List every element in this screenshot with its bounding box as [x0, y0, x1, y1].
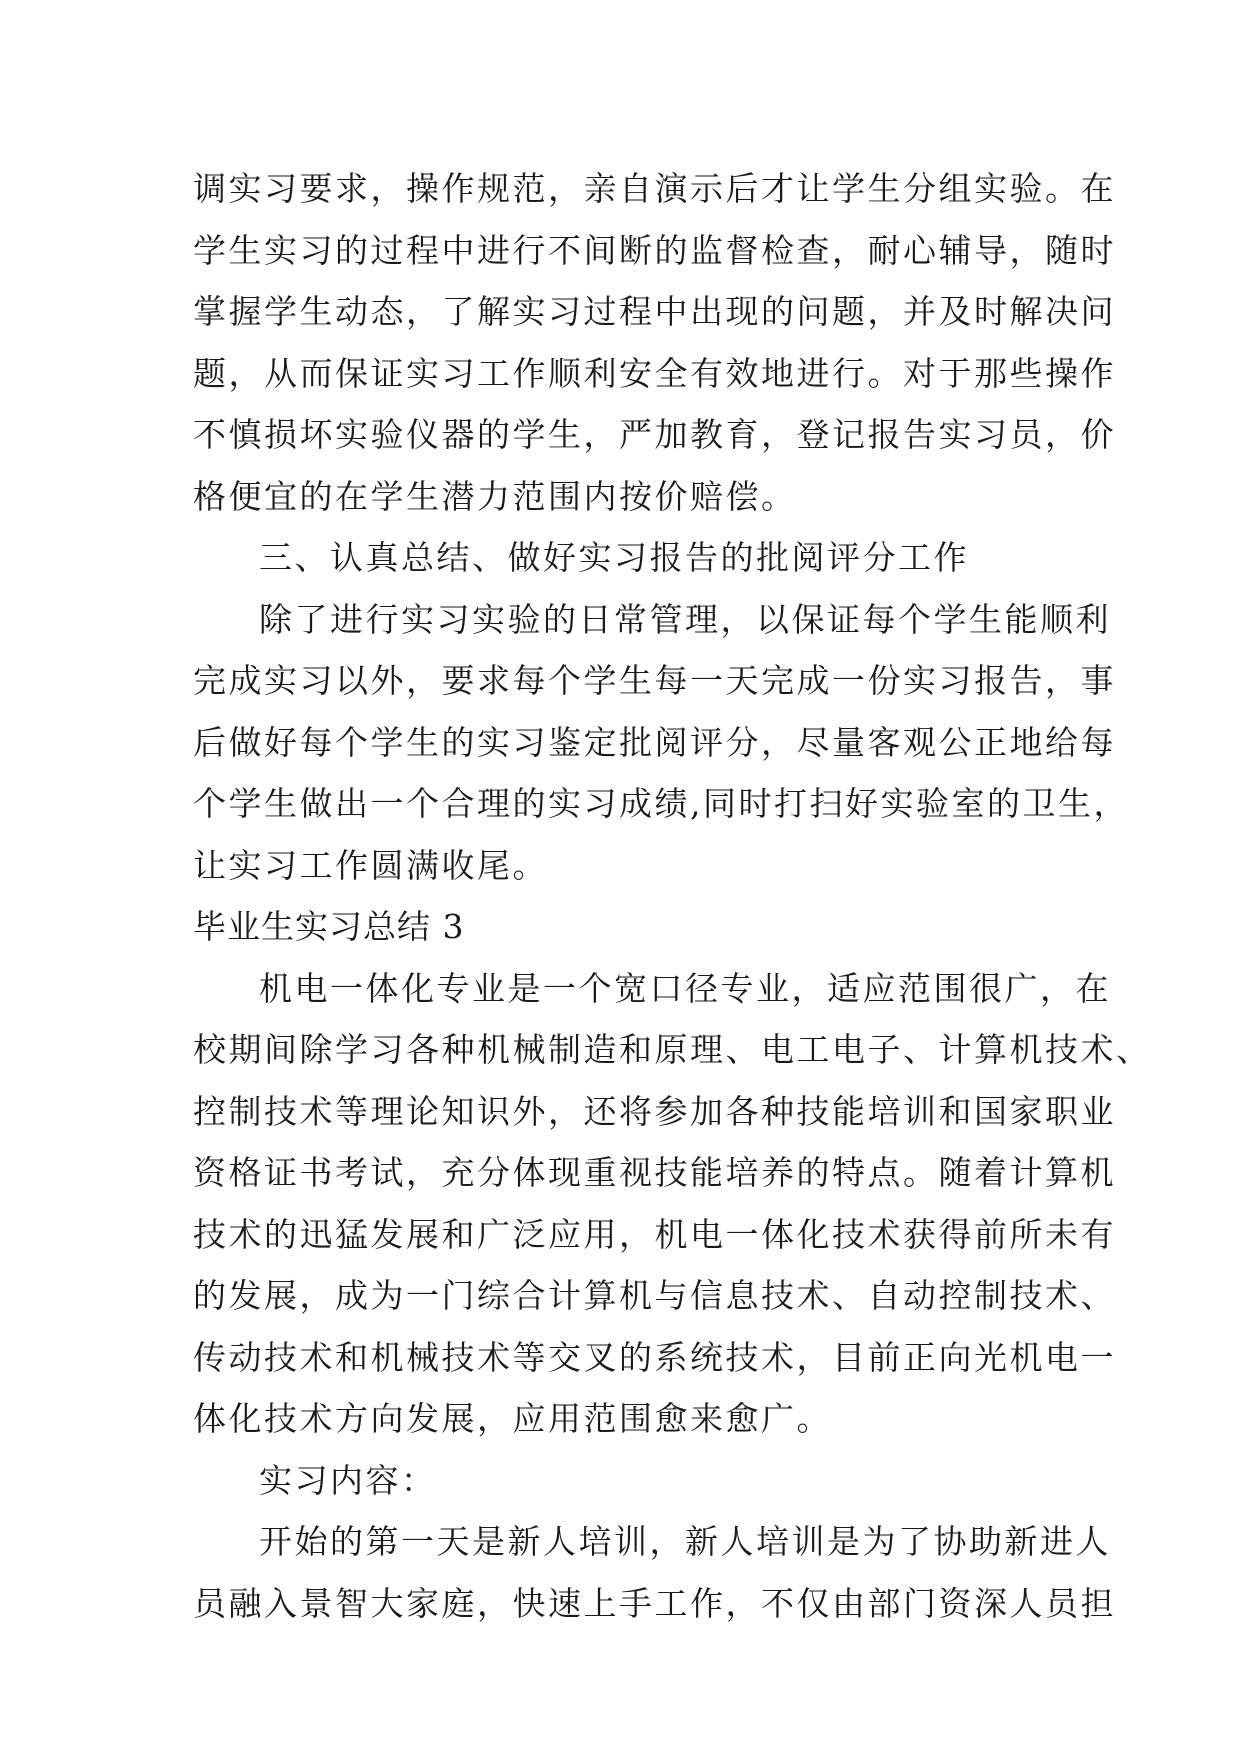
text-line: 调实习要求，操作规范，亲自演示后才让学生分组实验。在 [193, 169, 1116, 208]
paragraph-start: 开始的第一天是新人培训，新人培训是为了协助新进人 [259, 1522, 1111, 1561]
text-line: 掌握学生动态，了解实习过程中出现的问题，并及时解决问 [193, 292, 1116, 331]
text-line: 技术的迅猛发展和广泛应用，机电一体化技术获得前所未有 [193, 1214, 1116, 1254]
document-body [193, 158, 1152, 1634]
section-heading: 三、认真总结、做好实习报告的批阅评分工作 [259, 538, 969, 577]
text-line: 个学生做出一个合理的实习成绩,同时打扫好实验室的卫生， [193, 784, 1129, 823]
text-line: 的发展，成为一门综合计算机与信息技术、自动控制技术、 [193, 1276, 1116, 1315]
text-line: 题，从而保证实习工作顺利安全有效地进行。对于那些操作 [193, 353, 1116, 393]
text-line: 让实习工作圆满收尾。 [193, 845, 548, 885]
text-line: 后做好每个学生的实习鉴定批阅评分，尽量客观公正地给每 [193, 722, 1116, 762]
text-line: 体化技术方向发展，应用范围愈来愈广。 [193, 1399, 832, 1438]
text-line: 传动技术和机械技术等交叉的系统技术，目前正向光机电一 [193, 1337, 1116, 1377]
paragraph-start: 机电一体化专业是一个宽口径专业，适应范围很广，在 [259, 968, 1111, 1008]
subsection-label: 实习内容： [259, 1460, 437, 1500]
text-line: 格便宜的在学生潜力范围内按价赔偿。 [193, 476, 797, 516]
text-line: 资格证书考试，充分体现重视技能培养的特点。随着计算机 [193, 1153, 1116, 1192]
text-line: 员融入景智大家庭，快速上手工作，不仅由部门资深人员担 [193, 1583, 1116, 1623]
section-title: 毕业生实习总结 3 [193, 907, 465, 946]
text-line: 不慎损坏实验仪器的学生，严加教育，登记报告实习员，价 [193, 415, 1116, 454]
paragraph-start: 除了进行实习实验的日常管理，以保证每个学生能顺利 [259, 599, 1111, 639]
text-line: 完成实习以外，要求每个学生每一天完成一份实习报告，事 [193, 661, 1116, 700]
text-line: 校期间除学习各种机械制造和原理、电工电子、计算机技术、 [193, 1030, 1152, 1069]
text-line: 学生实习的过程中进行不间断的监督检查，耐心辅导，随时 [193, 230, 1116, 270]
text-line: 控制技术等理论知识外，还将参加各种技能培训和国家职业 [193, 1091, 1116, 1131]
